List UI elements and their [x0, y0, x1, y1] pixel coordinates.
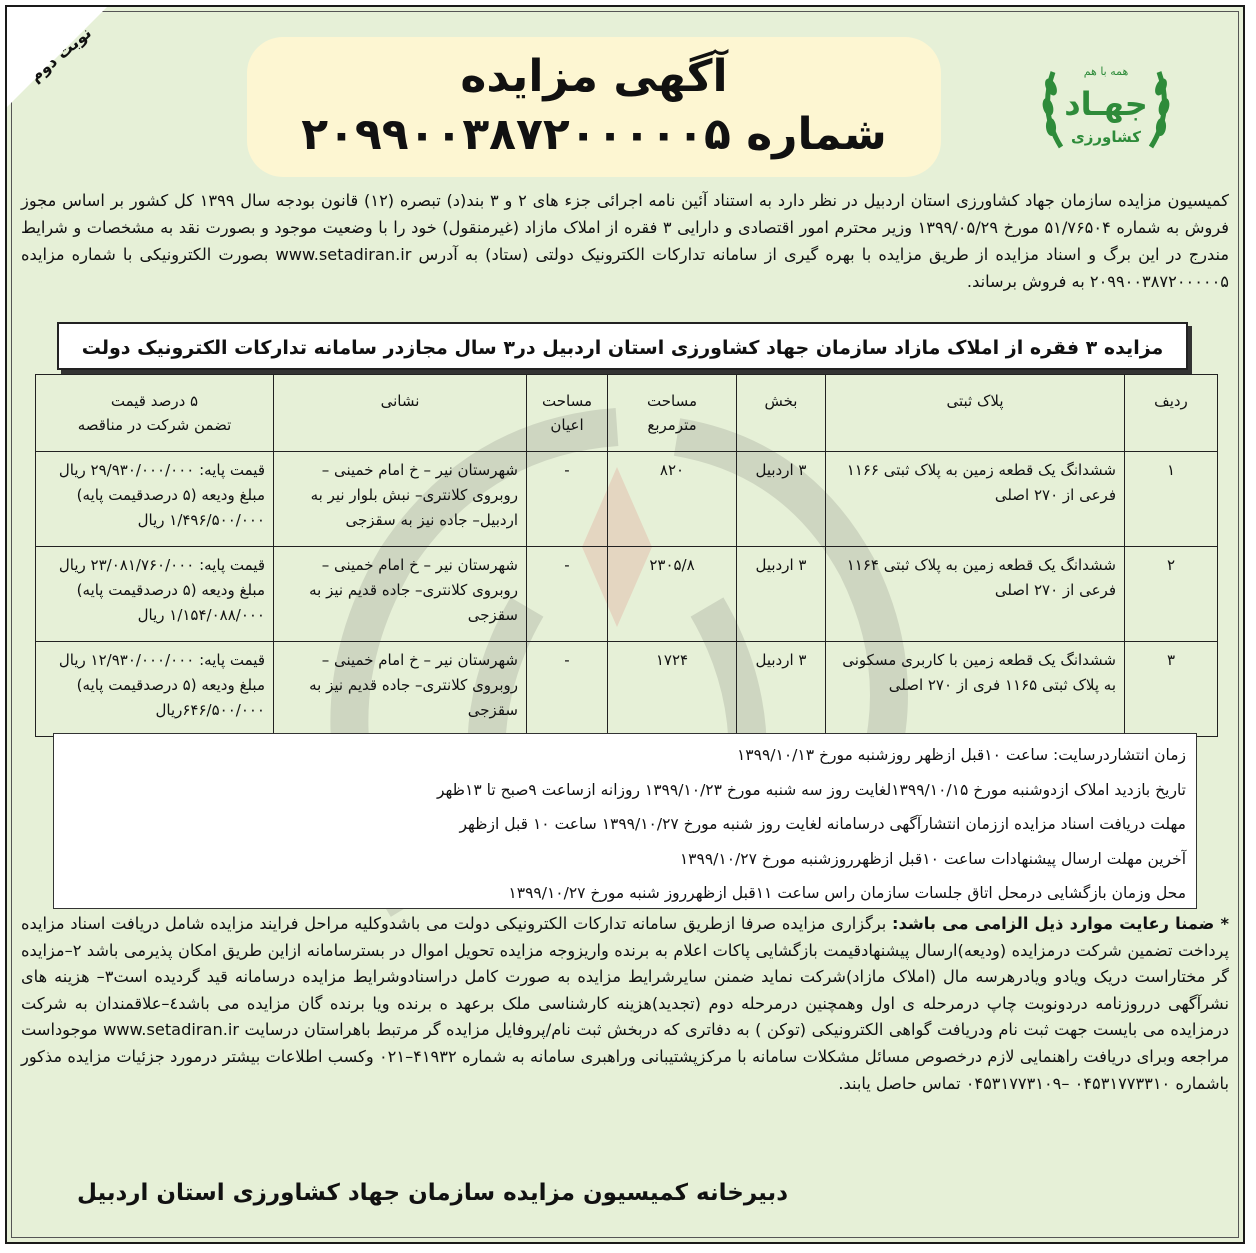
- cell-area: ۸۲۰: [608, 452, 737, 547]
- notes-lead: * ضمنا رعایت موارد ذیل الزامی می باشد:: [892, 914, 1229, 933]
- cell-section: ۳ اردبیل: [737, 547, 826, 642]
- logo-main-text: جهـاد: [1064, 85, 1148, 123]
- table-row: [36, 452, 1218, 547]
- auction-table: [35, 374, 1218, 737]
- cell-address: شهرستان نیر – خ امام خمینی – روبروی کلانتری– نبش بلوار نیر به اردبیل– جاده نیز به سقزجی: [274, 452, 527, 547]
- table-header-row: [36, 375, 1218, 452]
- cell-price: قیمت پایه: ۱۲/۹۳۰/۰۰۰/۰۰۰ ریال مبلغ ودیعه (۵ درصدقیمت پایه) ۶۴۶/۵۰۰/۰۰۰ریال: [36, 642, 274, 737]
- schedule-visit-dates: تاریخ بازدید املاک ازدوشنبه مورخ ۱۳۹۹/۱۰/۱۵لغایت روز سه شنبه مورخ ۱۳۹۹/۱۰/۲۳ روزانه ازساعت ۹صبح تا ۱۳ظهر: [436, 780, 1186, 799]
- cell-section: ۳ اردبیل: [737, 452, 826, 547]
- cell-plate: ششدانگ یک قطعه زمین به پلاک ثبتی ۱۱۶۶ فرعی از ۲۷۰ اصلی: [826, 452, 1125, 547]
- header-section: بخش: [737, 375, 826, 452]
- header-area: مساحت مترمربع: [608, 375, 737, 452]
- notes-body: برگزاری مزایده صرفا ازطریق سامانه تدارکات الکترونیکی دولت می باشدوکلیه مراحل فرایند مزایده شامل دریافت اسناد مزایده پرداخت تضمین شرکت درمزایده (ودیعه)ارسال پیشنهادقیمت بازگشایی پاکات اعلام به برنده واریزوجه مزایده تحویل اموال در بسترسامانه ازاین طریق امکان پذیرمی باشد ۲–مزایده گر مختاراست دریک ویادو ویادرهرسه مال (املاک مازاد)شرکت نماید ضمنن سایرشرایط مزایده به صورت کامل دراسنادوشرایط مزایده درسامانه قید گردیده است۳– هزینه های نشرآگهی درروزنامه دردونوبت چاپ درمرحله ی اول وهمچنین درمرحله دوم (تجدید)هزینه کارشناسی ملک برعهد ه برنده ویا برنده گان مزایده می باشد٤–علاقمندان به شرکت درمزایده می بایست جهت ثبت نام ودریافت گواهی الکترونیکی (توکن ) به دفاتری که دربخش ثبت نام/پروفایل مزایده گر مرتبط باهراستان درسایت www.setadiran.ir موجوداست مراجعه وبرای دریافت راهنمایی لازم درخصوص مسائل مشکلات سامانه با مرکزپشتیبانی وراهبری سامانه به شماره ۴۱۹۳۲–۰۲۱ وکسب اطلاعات بیشتر درمورد جزئیات مزایده مذکور باشماره ۰۴۵۳۱۷۷۳۳۱۰ –۰۴۵۳۱۷۷۳۱۰۹ تماس حاصل یابند.: [21, 914, 1230, 1093]
- cell-price: قیمت پایه: ۲۹/۹۳۰/۰۰۰/۰۰۰ ریال مبلغ ودیعه (۵ درصدقیمت پایه) ۱/۴۹۶/۵۰۰/۰۰۰ ریال: [36, 452, 274, 547]
- cell-area: ۲۳۰۵/۸: [608, 547, 737, 642]
- cell-building-area: -: [527, 642, 608, 737]
- intro-paragraph: کمیسیون مزایده سازمان جهاد کشاورزی استان اردبیل در نظر دارد به استناد آئین نامه اجرائی جزء های ۲ و ۳ بند(د) تبصره (۱۲) قانون بودجه سال ۱۳۹۹ کل کشور بر اساس مجوز فروش به شماره ۵۱/۷۶۵۰۴ مورخ ۱۳۹۹/۰۵/۲۹ وزیر محترم امور اقتصادی و دارایی ۳ فقره از املاک مازاد (غیرمنقول) خود را با وضعیت موجود و بصورت نقد به مشخصات و شرایط مندرج در این برگ و اسناد مزایده از طریق مزایده با بهره گیری از سامانه تدارکات الکترونیک دولتی (ستاد) به آدرس www.setadiran.ir بصورت الکترونیکی با شماره مزایده ۲۰۹۹۰۰۳۸۷۲۰۰۰۰۰۵ به فروش برساند.: [21, 191, 1230, 291]
- table-row: [36, 642, 1218, 737]
- table-row: [36, 547, 1218, 642]
- page-title: آگهی مزایده: [460, 51, 728, 102]
- cell-building-area: -: [527, 452, 608, 547]
- schedule-offer-deadline: آخرین مهلت ارسال پیشنهادات ساعت ۱۰قبل ازظهرروزشنبه مورخ ۱۳۹۹/۱۰/۲۷: [679, 849, 1186, 868]
- auction-notice: [5, 5, 1245, 1244]
- cell-price: قیمت پایه: ۲۳/۰۸۱/۷۶۰/۰۰۰ ریال مبلغ ودیعه (۵ درصدقیمت پایه) ۱/۱۵۴/۰۸۸/۰۰۰ ریال: [36, 547, 274, 642]
- header-plate: پلاک ثبتی: [826, 375, 1125, 452]
- schedule-document-deadline: مهلت دریافت اسناد مزایده اززمان انتشارآگهی درسامانه لغایت روز شنبه مورخ ۱۳۹۹/۱۰/۲۷ ساعت ۱۰ قبل ازظهر: [459, 815, 1186, 833]
- cell-row-number: ۲: [1125, 547, 1218, 642]
- cell-row-number: ۱: [1125, 452, 1218, 547]
- header-address: نشانی: [274, 375, 527, 452]
- auction-number: شماره ۲۰۹۹۰۰۳۸۷۲۰۰۰۰۰۵: [301, 109, 887, 160]
- header-price: ۵ درصد قیمت تضمن شرکت در مناقصه: [36, 375, 274, 452]
- schedule-box: [53, 733, 1197, 909]
- cell-address: شهرستان نیر – خ امام خمینی – روبروی کلانتری– جاده قدیم نیز به سقزجی: [274, 547, 527, 642]
- cell-section: ۳ اردبیل: [737, 642, 826, 737]
- footer-signature: دبیرخانه کمیسیون مزایده سازمان جهاد کشاورزی استان اردبیل: [76, 1180, 788, 1206]
- header-row-number: ردیف: [1125, 375, 1218, 452]
- cell-address: شهرستان نیر – خ امام خمینی – روبروی کلانتری– جاده قدیم نیز به سقزجی: [274, 642, 527, 737]
- subtitle-box: مزایده ۳ فقره از املاک مازاد سازمان جهاد کشاورزی استان اردبیل در۳ سال مجازدر سامانه تدارکات الکترونیک دولت: [57, 322, 1188, 370]
- header-building-area: مساحت اعیان: [527, 375, 608, 452]
- notes-paragraph: [21, 911, 1229, 1097]
- cell-building-area: -: [527, 547, 608, 642]
- cell-area: ۱۷۲۴: [608, 642, 737, 737]
- jahad-keshavarzi-logo-icon: [1031, 27, 1181, 177]
- title-box: [247, 37, 941, 177]
- logo-top-text: همه با هم: [1083, 65, 1129, 78]
- schedule-publish-time: زمان انتشاردرسایت: ساعت ۱۰قبل ازظهر روزشنبه مورخ ۱۳۹۹/۱۰/۱۳: [736, 746, 1186, 764]
- logo-sub-text: کشاورزی: [1071, 128, 1141, 146]
- schedule-opening-place: محل وزمان بازگشایی درمحل اتاق جلسات سازمان راس ساعت ۱۱قبل ازظهرروز شنبه مورخ ۱۳۹۹/۱۰/۲۷: [508, 884, 1186, 902]
- cell-row-number: ۳: [1125, 642, 1218, 737]
- cell-plate: ششدانگ یک قطعه زمین به پلاک ثبتی ۱۱۶۴ فرعی از ۲۷۰ اصلی: [826, 547, 1125, 642]
- second-round-stamp: نوبت دوم: [25, 22, 95, 86]
- cell-plate: ششدانگ یک قطعه زمین با کاربری مسکونی به پلاک ثبتی ۱۱۶۵ فری از ۲۷۰ اصلی: [826, 642, 1125, 737]
